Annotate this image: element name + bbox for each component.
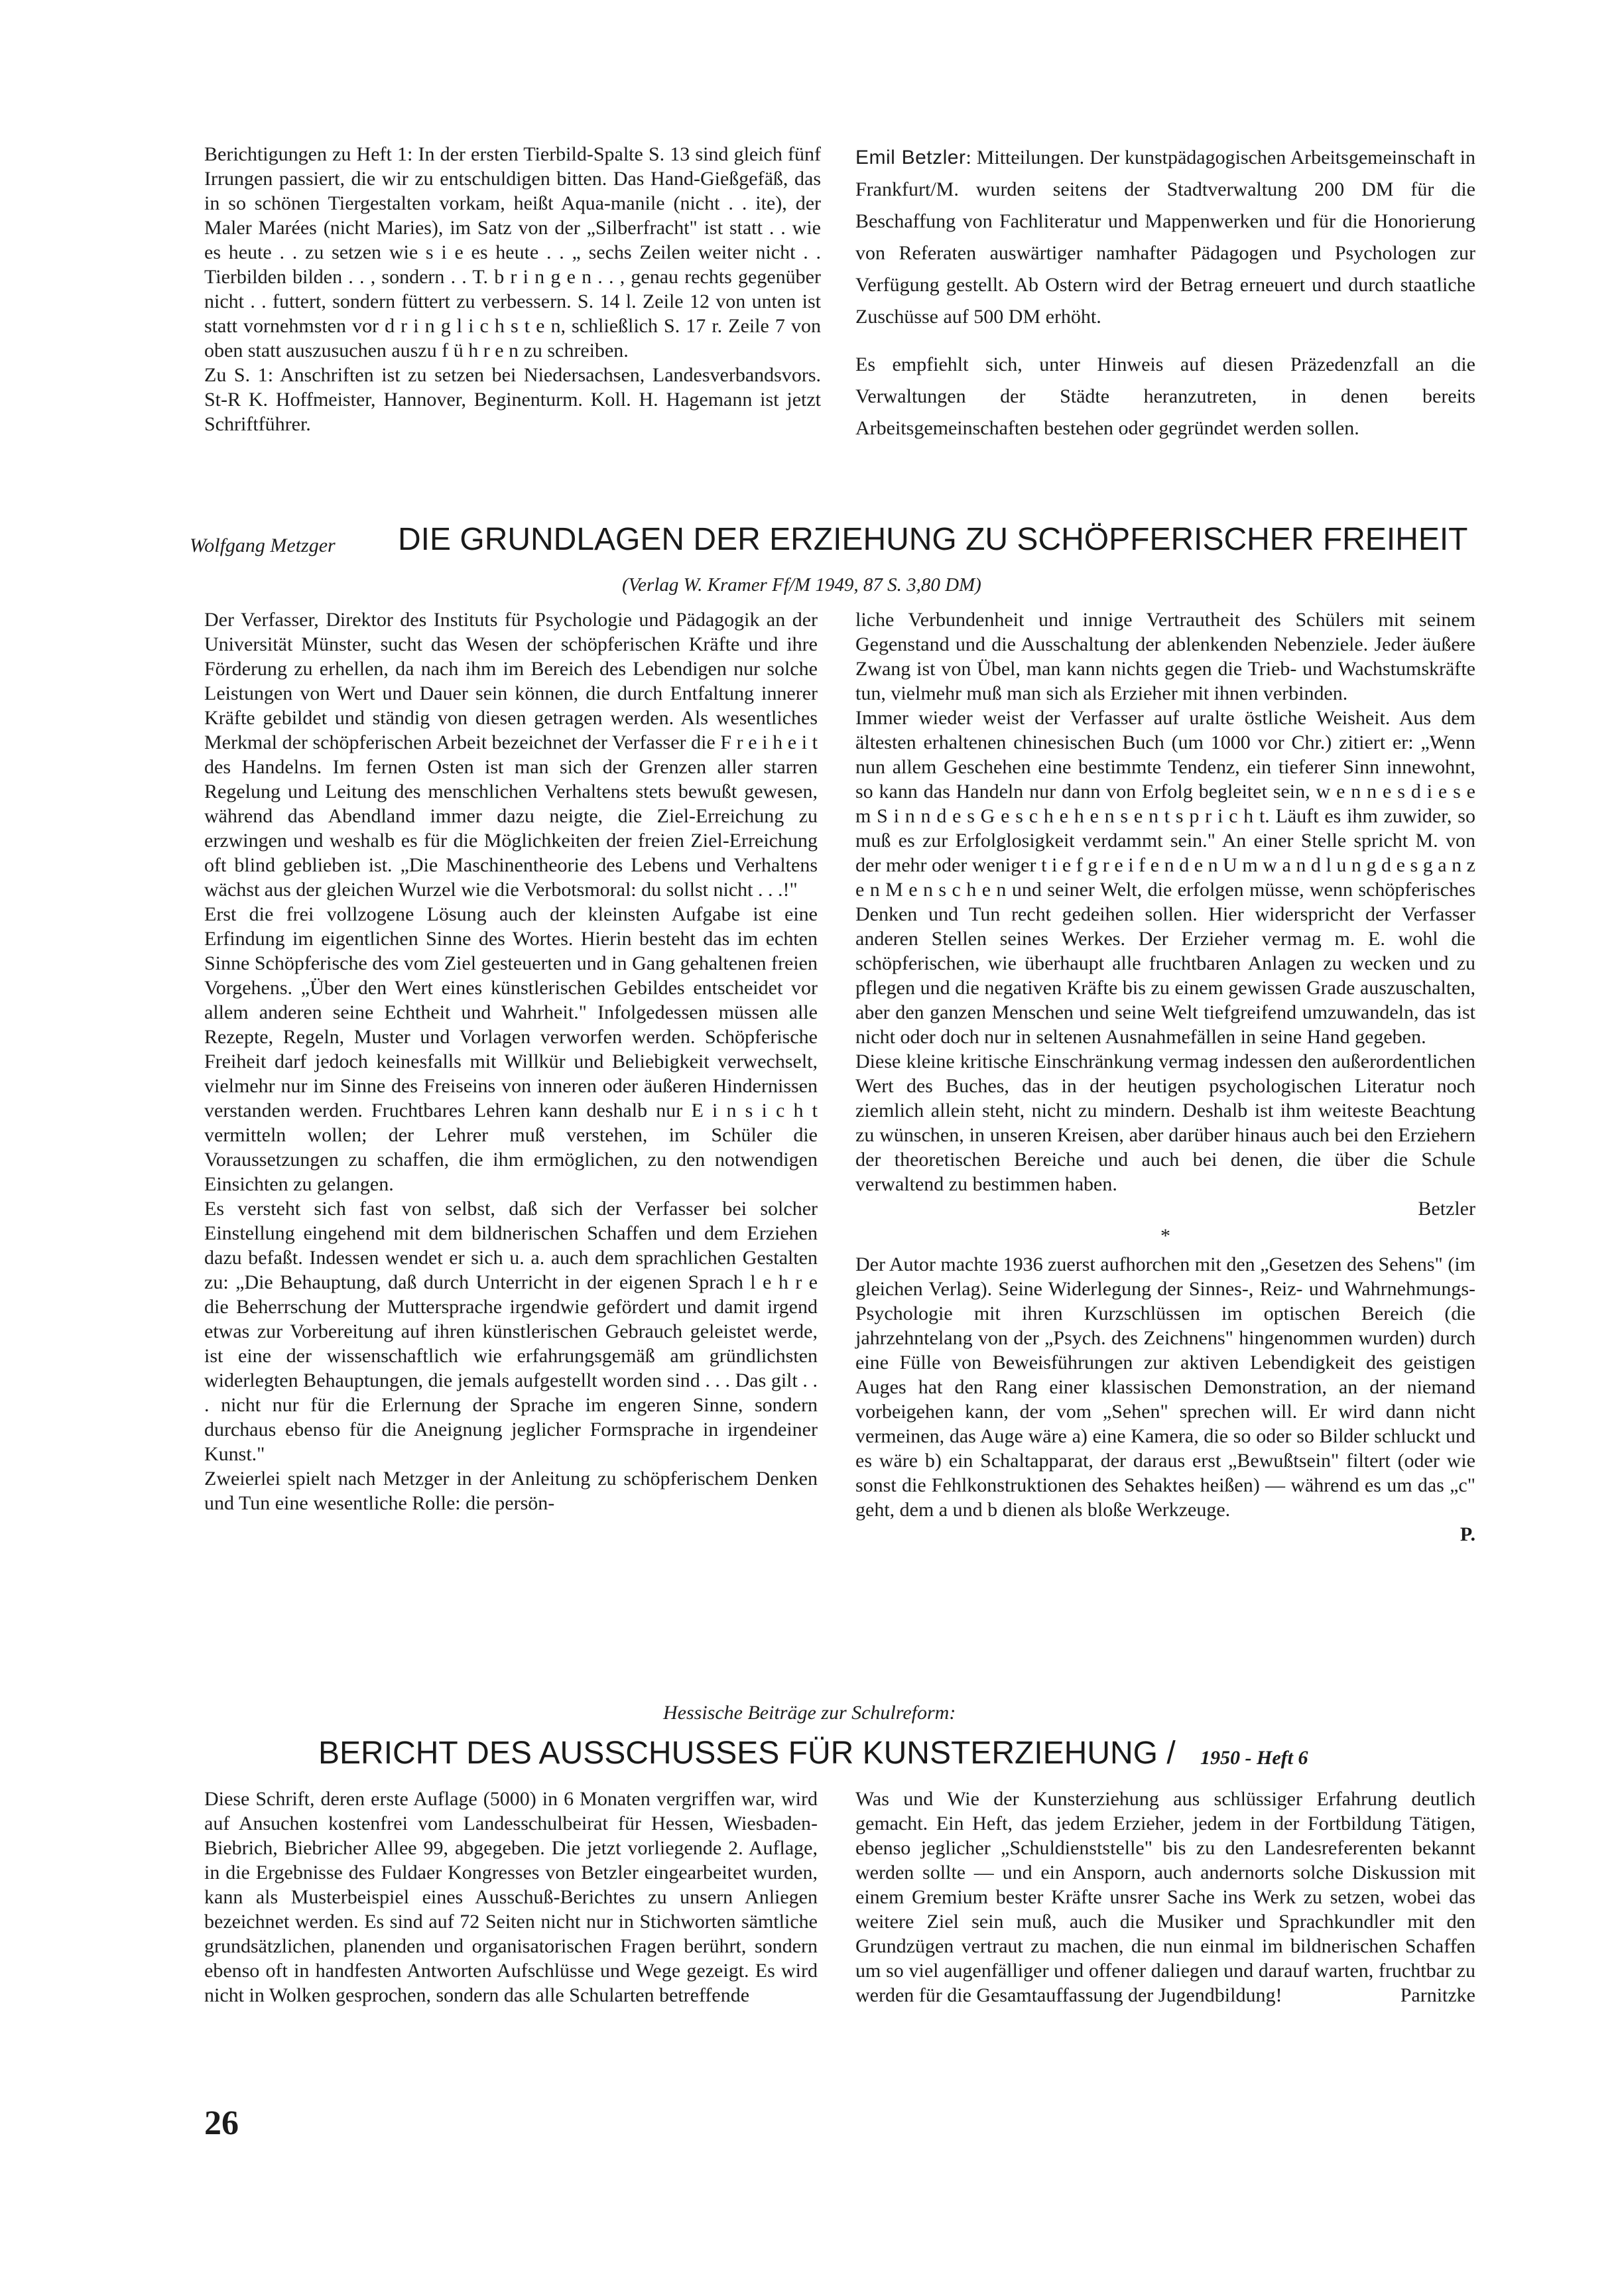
review1-left-column (204, 607, 818, 1515)
review1-paragraph-4: Zweierlei spielt nach Metzger in der Anleitung zu schöpferischem Denken und Tun eine wesentliche Rolle: die persön- (204, 1468, 818, 1514)
announcement-text: : Mitteilungen. Der kunstpädagogischen Arbeitsgemeinschaft in Frankfurt/M. wurden seitens der Stadtverwaltung 200 DM für die Beschaffung von Fachliteratur und Mappenwerken und für die Honorierung von Referaten auswärtiger namhafter Pädagogen und Psychologen zur Verfügung gestellt. Ab Ostern wird der Betrag erneuert und durch staatliche Zuschüsse auf 500 DM erhöht. (855, 147, 1475, 328)
review2-left-column (204, 1787, 818, 2008)
announcement-paragraph (855, 142, 1475, 333)
review2-paragraph-1: Diese Schrift, deren erste Auflage (5000) in 6 Monaten vergriffen war, wird auf Ansuchen kostenfrei vom Landesschulbeirat für Hessen, Wiesbaden-Biebrich, Biebricher Allee 99, abgegeben. Die jetzt vorliegende 2. Auflage, in die Ergebnisse des Fuldaer Kongresses von Betzler eingearbeitet wurden, kann als Musterbeispiel eines Ausschuß-Berichtes zu unsern Anliegen bezeichnet werden. Es sind auf 72 Seiten nicht nur in Stichworten sämtliche grundsätzlichen, planenden und organisatorischen Fragen berührt, sondern ebenso oft in handfesten Antworten Aufschlüsse und Wege gezeigt. Es wird nicht in Wolken gesprochen, sondern das alle Schularten betreffende (204, 1788, 818, 2006)
announcements-column (855, 142, 1475, 444)
corrections-paragraph: Berichtigungen zu Heft 1: In der ersten Tierbild-Spalte S. 13 sind gleich fünf Irrungen passiert, die wir zu entschuldigen bitten. Das Hand-Gießgefäß, das in so schönen Tiergestalten vorkam, heißt Aqua-manile (nicht . . ite), der Maler Marées (nicht Maries), im Satz von der „Silberfracht" ist statt . . wie es heute . . zu setzen wie s i e es heute . . „ sechs Zeilen weiter nicht . . Tierbilden bilden . . , sondern . . T. b r i n g e n . . , genau rechts gegenüber nicht . . futtert, sondern füttert zu verbessern. S. 14 l. Zeile 12 von unten ist statt vornehmsten vor d r i n g l i c h s t e n, schließlich S. 17 r. Zeile 7 von oben statt auszusuchen auszu f ü h r e n zu schreiben. (204, 143, 821, 361)
review1-publication: (Verlag W. Kramer Ff/M 1949, 87 S. 3,80 DM) (622, 574, 981, 596)
section-separator: * (1160, 1225, 1170, 1247)
review2-series: Hessische Beiträge zur Schulreform: (663, 1702, 956, 1724)
review1-paragraph-5: liche Verbundenheit und innige Vertrautheit des Schülers mit seinem Gegenstand und die Ausschaltung der ablenkenden Nebenziele. Jeder äußere Zwang ist von Übel, man kann nichts gegen die Trieb- und Wachstumskräfte tun, vielmehr muß man sich als Erzieher mit ihnen verbinden. (855, 609, 1475, 704)
review1-paragraph-6: Immer wieder weist der Verfasser auf uralte östliche Weisheit. Aus dem ältesten erhaltenen chinesischen Buch (um 1000 vor Chr.) zitiert er: „Wenn nun allem Geschehen eine bestimmte Tendenz, ein tieferer Sinn innewohnt, so kann das Handeln nur dann von Erfolg begleitet sein, w e n n e s d i e s e m S i n n d e s G e s c h e h e n s e n t s p r i c h t. Läuft es ihm zuwider, so muß es zur Erfolglosigkeit verdammt sein." An einer Stelle spricht M. von der mehr oder weniger t i e f g r e i f e n d e n U m w a n d l u n g d e s g a n z e n M e n s c h e n und seiner Welt, die erfolgen müsse, wenn schöpferisches Denken und Tun recht gedeihen sollen. Hier widerspricht der Verfasser anderen Stellen seines Werkes. Der Erzieher vermag m. E. wohl die schöpferischen, wie überhaupt alle fruchtbaren Anlagen zu wecken und zu pflegen und die negativen Kräfte bis zu einem gewissen Grade auszuschalten, aber den ganzen Menschen und seine Welt tiefgreifend umzuwandeln, das ist nicht oder doch nur in seltenen Ausnahmefällen in seine Hand gegeben. (855, 707, 1475, 1048)
page-number: 26 (204, 2104, 239, 2142)
review2-right-column (855, 1787, 1475, 2008)
review1-paragraph-7: Diese kleine kritische Einschränkung vermag indessen den außerordentlichen Wert des Buches, das in der heutigen psychologischen Literatur noch ziemlich allein steht, nicht zu mindern. Deshalb ist ihm weiteste Beachtung zu wünschen, in unseren Kreisen, aber darüber hinaus auch bei den Erziehern der theoretischen Bereiche und auch bei denen, die über die Schule verwaltend zu bestimmen haben. (855, 1051, 1475, 1195)
review1-paragraph-2: Erst die frei vollzogene Lösung auch der kleinsten Aufgabe ist eine Erfindung im eigentlichen Sinne des Wortes. Hierin besteht das im echten Sinne Schöpferische des vom Ziel gesteuerten und in Gang gehaltenen freien Vorgehens. „Über den Wert eines künstlerischen Gebildes entscheidet vor allem anderen seine Echtheit und Wahrheit." Infolgedessen müssen alle Rezepte, Regeln, Muster und Vorlagen verworfen werden. Schöpferische Freiheit darf jedoch keinesfalls mit Willkür und Beliebigkeit verwechselt, vielmehr nur im Sinne des Freiseins von inneren oder äußeren Hindernissen verstanden werden. Fruchtbares Lehren kann deshalb nur E i n s i c h t vermitteln wollen; der Lehrer muß verstehen, im Schüler die Voraussetzungen zu schaffen, die ihm ermöglichen, zu den notwendigen Einsichten zu gelangen. (204, 903, 818, 1195)
review2-title: BERICHT DES AUSSCHUSSES FÜR KUNSTERZIEHUNG / (318, 1736, 1176, 1771)
review1-author: Wolfgang Metzger (190, 535, 336, 556)
announcement-author: Emil Betzler (855, 147, 966, 168)
review1-right-column (855, 607, 1475, 1547)
review2-suffix: 1950 - Heft 6 (1200, 1747, 1308, 1769)
review1-paragraph-3: Es versteht sich fast von selbst, daß sich der Verfasser bei solcher Einstellung eingehend mit dem bildnerischen Schaffen und dem Erziehen dazu befaßt. Indessen wendet er sich u. a. auch dem sprachlichen Gestalten zu: „Die Behauptung, daß durch Unterricht in der eigenen Sprach l e h r e die Beherrschung der Muttersprache irgendwie gefördert und damit irgend etwas zur Vorbereitung auf ihren künstlerischen Gebrauch geleistet werde, ist eine der wissenschaftlich wie erfahrungsgemäß am gründlichsten widerlegten Behauptungen, die jemals aufgestellt worden sind . . . Das gilt . . . nicht nur für die Erlernung der Sprache im engeren Sinne, sondern durchaus ebenso für die Aneignung jeglicher Formsprache in irgendeiner Kunst." (204, 1198, 818, 1465)
review1-signature-betzler: Betzler (1418, 1198, 1475, 1220)
addresses-paragraph: Zu S. 1: Anschriften ist zu setzen bei Niedersachsen, Landesverbandsvors. St-R K. Hoffmeister, Hannover, Beginenturm. Koll. H. Hagemann ist jetzt Schriftführer. (204, 364, 821, 435)
review2-paragraph-2: Was und Wie der Kunsterziehung aus schlüssiger Erfahrung deutlich gemacht. Ein Heft, das jedem Erzieher, jedem in der Fortbildung Tätigen, ebenso jeglicher „Schuldienststelle" bis zu den Landesreferenten bekannt werden sollte — und ein Ansporn, auch andernorts solche Diskussion mit einem Gremium bester Kräfte unsrer Sache ins Werk zu setzen, wobei das weitere Ziel sein muß, auch die Musiker und Sprachkundler mit den Grundzügen vertraut zu machen, die nun einmal im bildnerischen Schaffen um so viel augenfälliger und offener daliegen und darauf warten, fruchtbar zu werden für die Gesamtauffassung der Jugendbildung! (855, 1788, 1475, 2006)
recommendation-paragraph: Es empfiehlt sich, unter Hinweis auf diesen Präzedenzfall an die Verwaltungen der Städte heranzutreten, in denen bereits Arbeitsgemeinschaften bestehen oder gegründet werden sollen. (855, 353, 1475, 439)
corrections-column (204, 142, 821, 436)
review2-signature: Parnitzke (1400, 1984, 1475, 2006)
review1-second-note: Der Autor machte 1936 zuerst aufhorchen mit den „Gesetzen des Sehens" (im gleichen Verlag). Seine Widerlegung der Sinnes-, Reiz- und Wahrnehmungs-Psychologie mit ihren Kurzschlüssen im optischen Bereich (die jahrzehntelang von der „Psych. des Zeichnens" hingenommen wurden) durch eine Fülle von Beweisführungen zur aktiven Lebendigkeit des geistigen Auges hat den Rang einer klassischen Demonstration, an der niemand vorbeigehen kann, der vom „Sehen" sprechen will. Er wird dann nicht vermeinen, das Auge wäre a) eine Kamera, die so oder so Bilder schluckt und es wäre b) ein Schaltapparat, der daraus erst „Bewußtsein" filtert (oder wie sonst die Fehlkonstruktionen des Sehaktes heißen) — während es um das „c" geht, dem a und b dienen als bloße Werkzeuge. (855, 1253, 1475, 1521)
review1-paragraph-1: Der Verfasser, Direktor des Instituts für Psychologie und Pädagogik an der Universität Münster, sucht das Wesen der schöpferischen Kräfte und ihre Förderung zu erhellen, da nach ihm im Bereich des Lebendigen nur solche Leistungen von Wert und Dauer sein können, die durch Entfaltung innerer Kräfte gebildet und ständig von diesen getragen werden. Als wesentliches Merkmal der schöpferischen Arbeit bezeichnet der Verfasser die F r e i h e i t des Handelns. Im fernen Osten ist man sich der Grenzen aller starren Regelung und Leitung des menschlichen Verhaltens stets bewußt gewesen, während das Abendland immer dazu neigte, die Ziel-Erreichung zu erzwingen und weshalb es für die Möglichkeiten der freien Ziel-Erreichung oft blind geblieben ist. „Die Maschinentheorie des Lebens und Verhaltens wächst aus der gleichen Wurzel wie die Verbotsmoral: du sollst nicht . . .!" (204, 609, 818, 901)
review1-signature-p: P. (1460, 1523, 1475, 1545)
review1-title: DIE GRUNDLAGEN DER ERZIEHUNG ZU SCHÖPFERISCHER FREIHEIT (398, 522, 1468, 557)
